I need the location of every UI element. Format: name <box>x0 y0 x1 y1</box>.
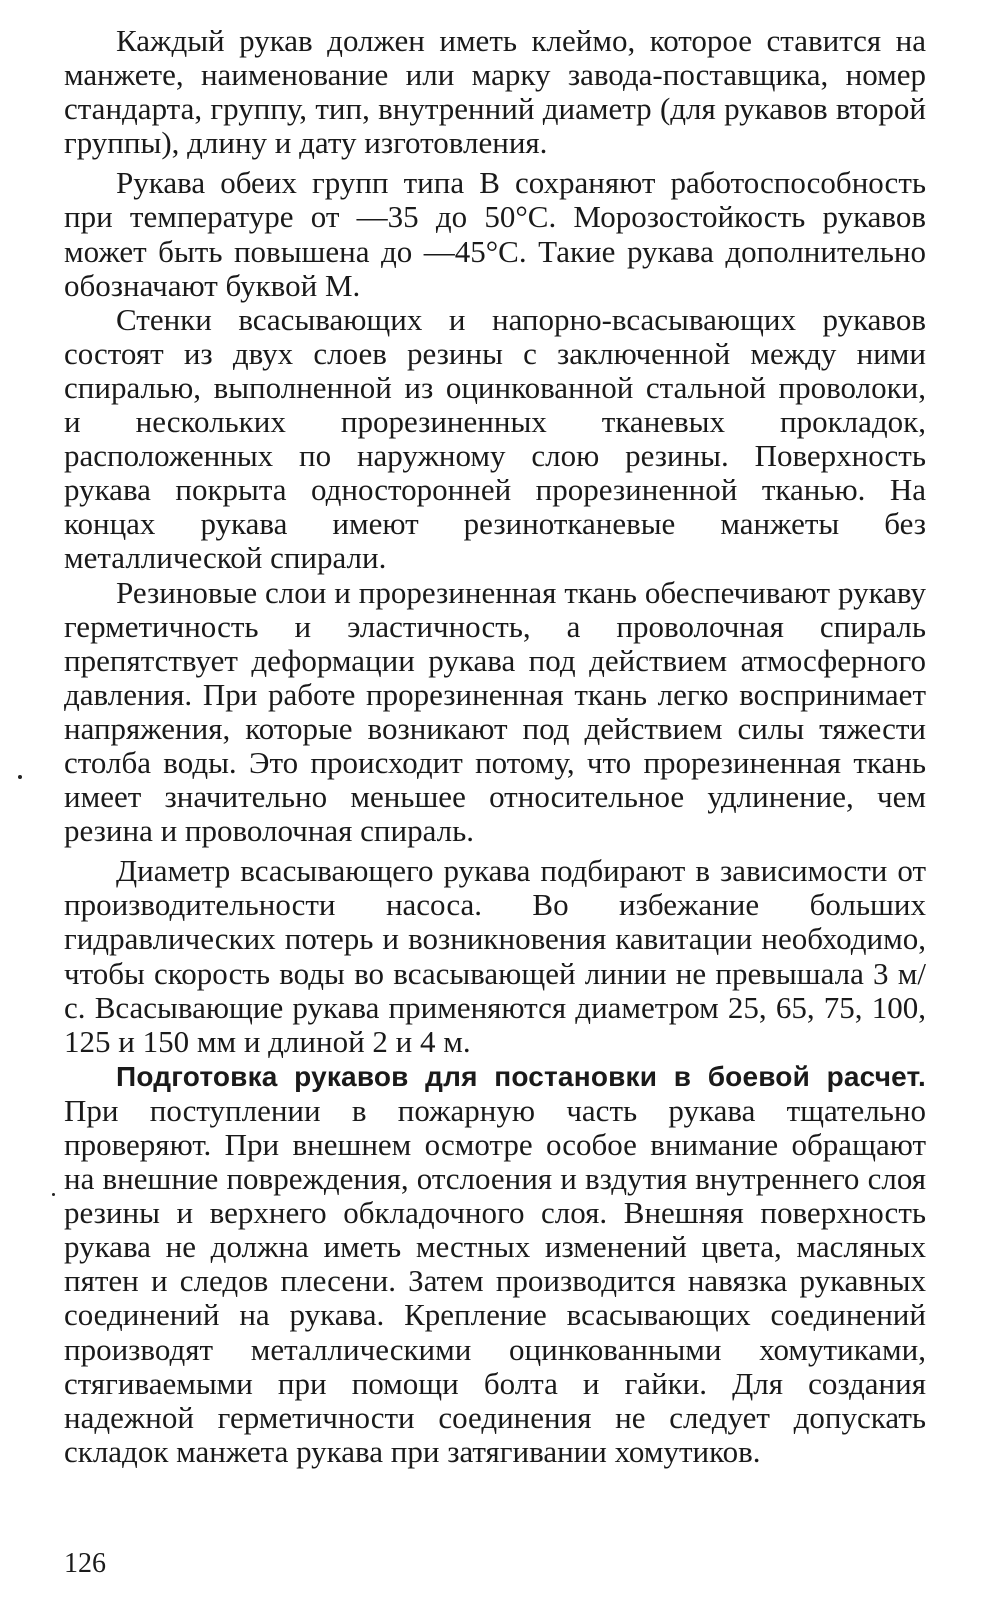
section-text: При поступлении в пожарную часть рукава тщательно проверяют. При внешнем осмотре особое внимание обращают на внешние повреждения, отслоения и вздутия внутреннего слоя резины и верхнего обкладочного слоя. Внешняя поверхность рукава не должна иметь местных изменений цвета, масляных пятен и следов плесени. Затем производится навязка рукавных соединений на рукава. Крепление всасывающих соединений производят металлическими оцинкованными хомутиками, стягиваемыми при помощи болта и гайки. Для создания надежной герметичности соединения не следует допускать складок манжета рукава при затягивании хомутиков. <box>64 1092 926 1469</box>
page-body <box>64 24 926 1469</box>
section-heading: Подготовка рукавов для постановки в боевой расчет. <box>116 1060 926 1092</box>
paragraph-walls: Стенки всасывающих и напорно-всасывающих рукавов состоят из двух слоев резины с заключенной между ними спиралью, выполненной из оцинкованной стальной проволоки, и нескольких прорезиненных тканевых прокладок, расположенных по наружному слою резины. Поверхность рукава покрыта односторонней прорезиненной тканью. На концах рукава имеют резинотканевые манжеты без металлической спирали. <box>64 301 926 576</box>
paragraph-temperature: Рукава обеих групп типа В сохраняют работоспособность при температуре от —35 до 50°С. Морозостойкость рукавов может быть повышена до —45°С. Такие рукава дополнительно обозначают буквой М. <box>64 165 926 303</box>
paragraph-rubber-layers: Резиновые слои и прорезиненная ткань обеспечивают рукаву герметичность и эластичность, а проволочная спираль препятствует деформации рукава под действием атмосферного давления. При работе прорезиненная ткань легко воспринимает напряжения, которые возникают под действием силы тяжести столба воды. Это происходит потому, что прорезиненная ткань имеет значительно меньшее относительное удлинение, чем резина и проволочная спираль. <box>64 574 926 849</box>
page-number: 126 <box>64 1548 106 1579</box>
print-speck <box>52 1193 55 1196</box>
paragraph-marking: Каждый рукав должен иметь клеймо, которое ставится на манжете, наименование или марку завода-поставщика, номер стандарта, группу, тип, внутренний диаметр (для рукавов второй группы), длину и дату изготовления. <box>64 23 926 161</box>
print-speck <box>18 775 22 779</box>
paragraph-diameter: Диаметр всасывающего рукава подбирают в зависимости от производительности насоса. Во избежание больших гидравлических потерь и возникновения кавитации необходимо, чтобы скорость воды во всасывающей линии не превышала 3 м/с. Всасывающие рукава применяются диаметром 25, 65, 75, 100, 125 и 150 мм и длиной 2 и 4 м. <box>64 853 926 1059</box>
paragraph-preparation <box>64 1059 926 1469</box>
